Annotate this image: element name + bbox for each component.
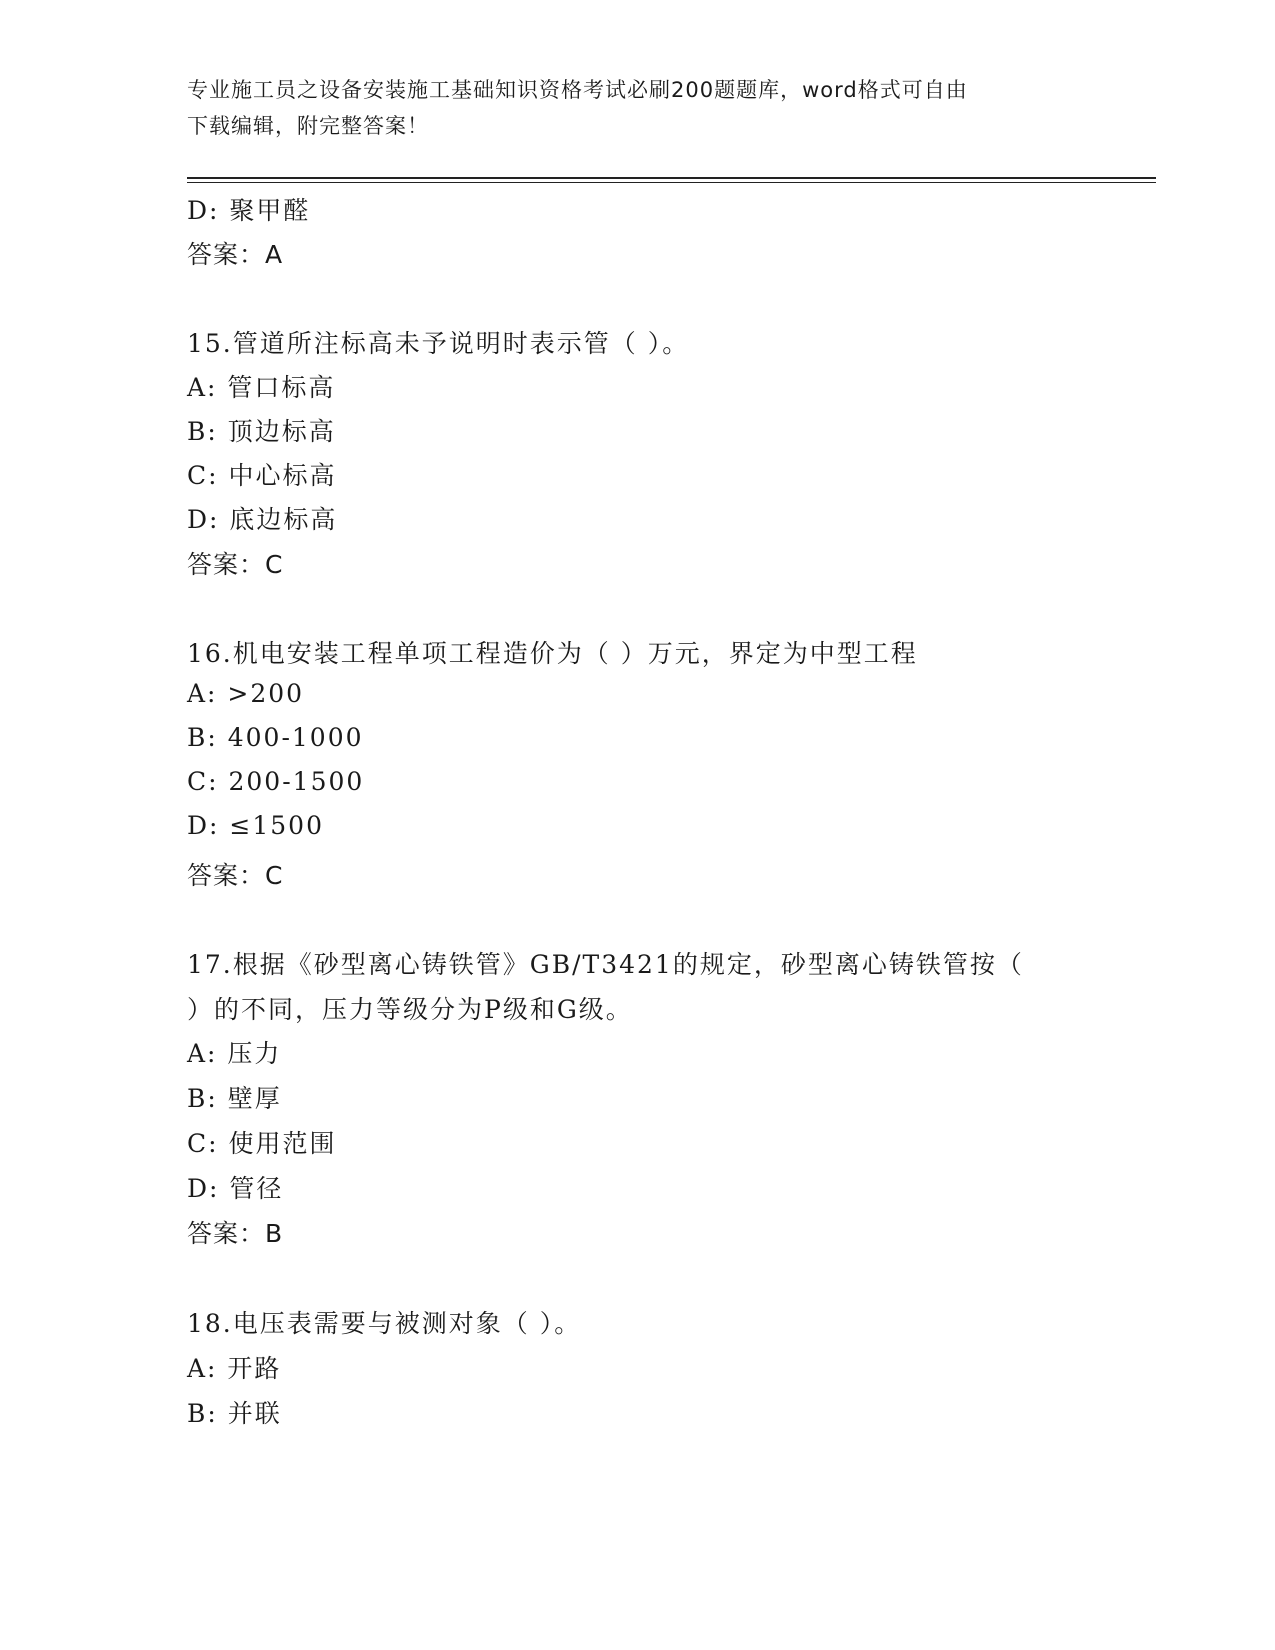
q15-option-b: B: 顶边标高 <box>187 417 336 446</box>
q17-stem-line-1: 17.根据《砂型离心铸铁管》GB/T3421的规定，砂型离心铸铁管按（ <box>187 950 1024 979</box>
q18-option-b: B: 并联 <box>187 1399 282 1428</box>
q16-option-b: B: 400-1000 <box>187 723 364 752</box>
prev-option-d: D: 聚甲醛 <box>187 196 311 225</box>
q16-option-c: C: 200-1500 <box>187 767 365 796</box>
q16-stem: 16.机电安装工程单项工程造价为（ ）万元，界定为中型工程 <box>187 639 918 668</box>
header-rule-thick <box>187 177 1156 179</box>
q15-option-d: D: 底边标高 <box>187 505 338 534</box>
q17-option-d: D: 管径 <box>187 1174 284 1203</box>
q17-option-a: A: 压力 <box>187 1039 282 1068</box>
q16-option-a: A: >200 <box>187 679 305 708</box>
q18-stem: 18.电压表需要与被测对象（ ）。 <box>187 1309 582 1338</box>
q16-answer: 答案：C <box>187 861 284 890</box>
q15-option-c: C: 中心标高 <box>187 461 337 490</box>
header-rule-thin <box>187 182 1156 183</box>
q17-stem-line-2: ）的不同，压力等级分为P级和G级。 <box>187 995 633 1024</box>
header-line-2: 下载编辑，附完整答案！ <box>187 114 429 138</box>
q18-option-a: A: 开路 <box>187 1354 282 1383</box>
q16-option-d: D: ≤1500 <box>187 811 324 840</box>
q17-answer: 答案：B <box>187 1219 284 1248</box>
q17-option-c: C: 使用范围 <box>187 1129 337 1158</box>
q17-option-b: B: 壁厚 <box>187 1084 282 1113</box>
document-header <box>187 72 1077 144</box>
prev-answer: 答案：A <box>187 240 284 269</box>
header-line-1: 专业施工员之设备安装施工基础知识资格考试必刷200题题库，word格式可自由 <box>187 78 968 102</box>
q15-answer: 答案：C <box>187 550 284 579</box>
q15-stem: 15.管道所注标高未予说明时表示管（ ）。 <box>187 329 690 358</box>
q15-option-a: A: 管口标高 <box>187 373 336 402</box>
